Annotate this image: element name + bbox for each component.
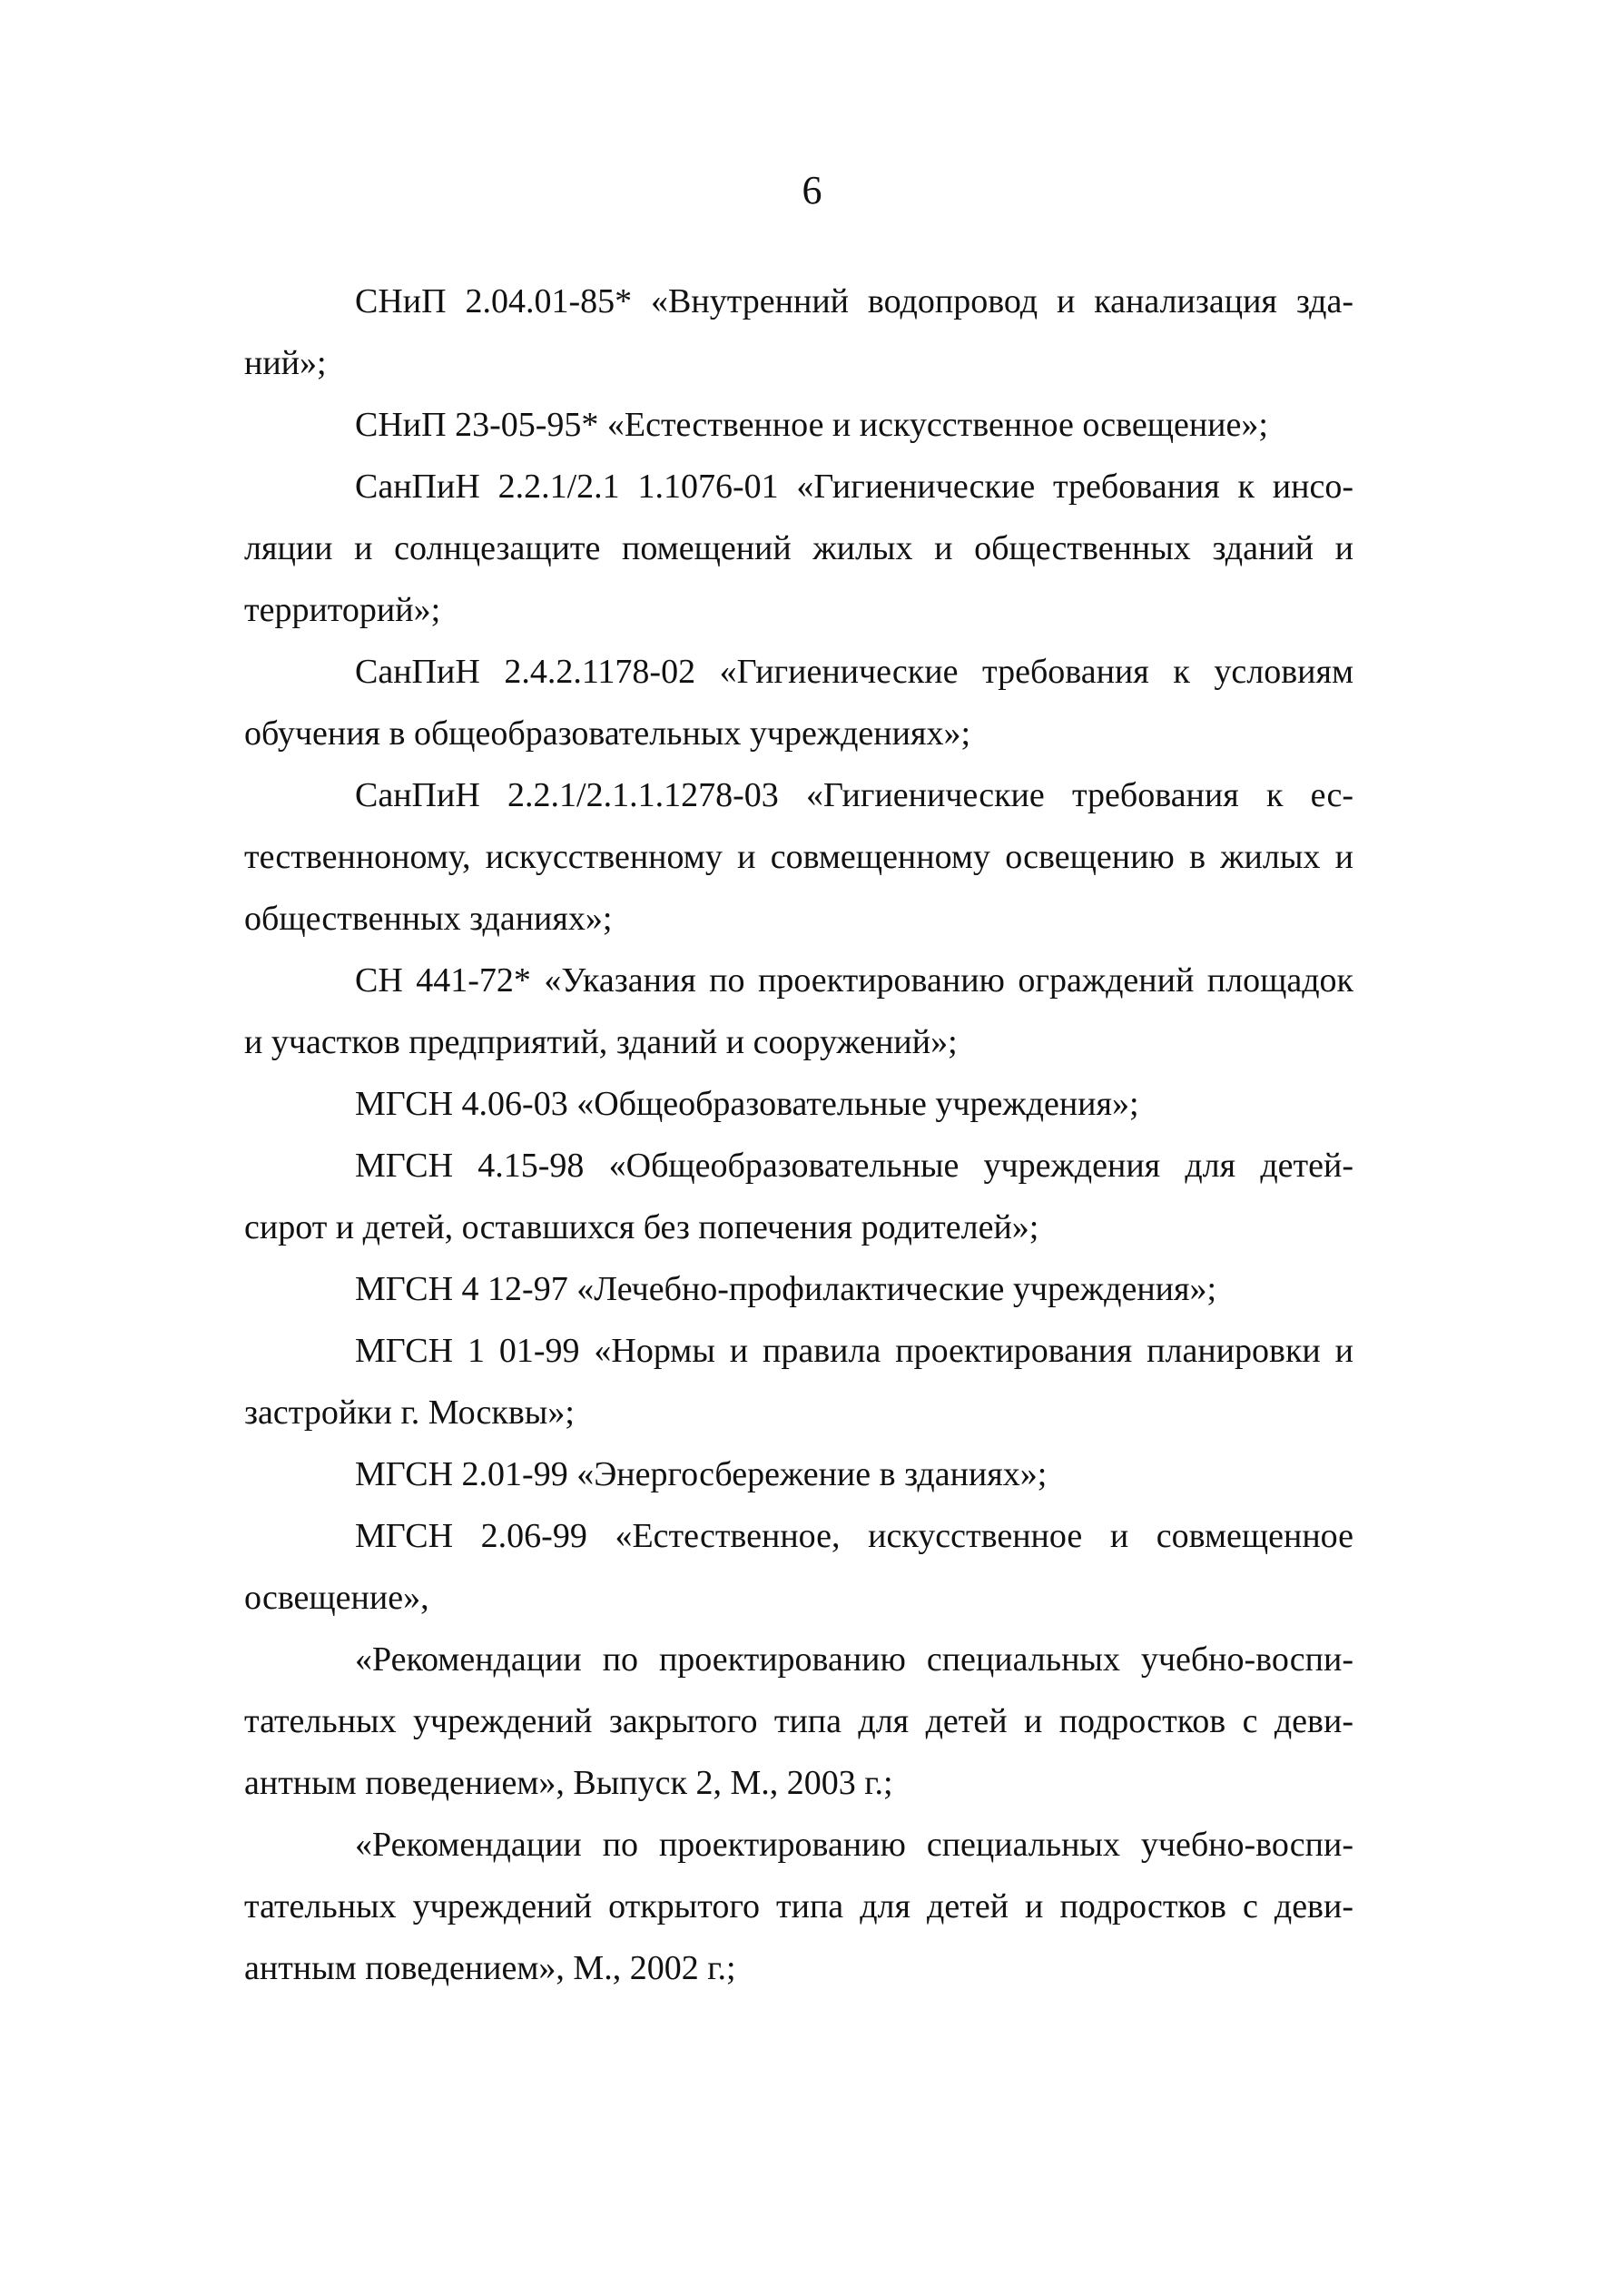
reference-sanpin-1278: СанПиН 2.2.1/2.1.1.1278-03 «Гигиенические требования к естественноному, искусственному и совмещенному освещению в жилых и общественных зданиях»; — [244, 776, 1353, 938]
reference-mgsn-4-15: МГСН 4.15-98 «Общеобразовательные учреждения для детей-сирот и детей, оставшихся без попечения родителей»; — [244, 1147, 1353, 1246]
reference-mgsn-4-12: МГСН 4 12-97 «Лечебно-профилактические учреждения»; — [355, 1270, 1217, 1308]
reference-sn-441: СН 441-72* «Указания по проектированию ограждений площадок и участков предприятий, зданий и сооружений»; — [244, 961, 1353, 1061]
reference-mgsn-4-06: МГСН 4.06-03 «Общеобразовательные учреждения»; — [355, 1085, 1139, 1123]
reference-mgsn-2-06: МГСН 2.06-99 «Естественное, искусственное и совмещенное освещение», — [244, 1517, 1353, 1617]
reference-sanpin-1076: СанПиН 2.2.1/2.1 1.1076-01 «Гигиенические требования к инсоляции и солнцезащите помещений жилых и общественных зданий и территорий»; — [244, 468, 1353, 629]
normative-references-list — [244, 271, 1353, 1999]
reference-mgsn-1-01: МГСН 1 01-99 «Нормы и правила проектирования планировки и застройки г. Москвы»; — [244, 1332, 1353, 1432]
page-number: 6 — [802, 168, 822, 212]
reference-recommendations-closed-type: «Рекомендации по проектированию специальных учебно-воспитательных учреждений закрытого типа для детей и подростков с девиантным поведением», Выпуск 2, М., 2003 г.; — [244, 1640, 1353, 1802]
reference-snip-23-05: СНиП 23-05-95* «Естественное и искусственное освещение»; — [355, 406, 1268, 444]
reference-sanpin-1178: СанПиН 2.4.2.1178-02 «Гигиенические требования к условиям обучения в общеобразовательных учреждениях»; — [244, 653, 1353, 753]
reference-mgsn-2-01: МГСН 2.01-99 «Энергосбережение в зданиях»; — [355, 1455, 1048, 1493]
reference-snip-2-04-01: СНиП 2.04.01-85* «Внутренний водопровод и канализация зданий»; — [244, 282, 1353, 382]
reference-recommendations-open-type: «Рекомендации по проектированию специальных учебно-воспитательных учреждений открытого типа для детей и подростков с девиантным поведением», М., 2002 г.; — [244, 1826, 1353, 1987]
